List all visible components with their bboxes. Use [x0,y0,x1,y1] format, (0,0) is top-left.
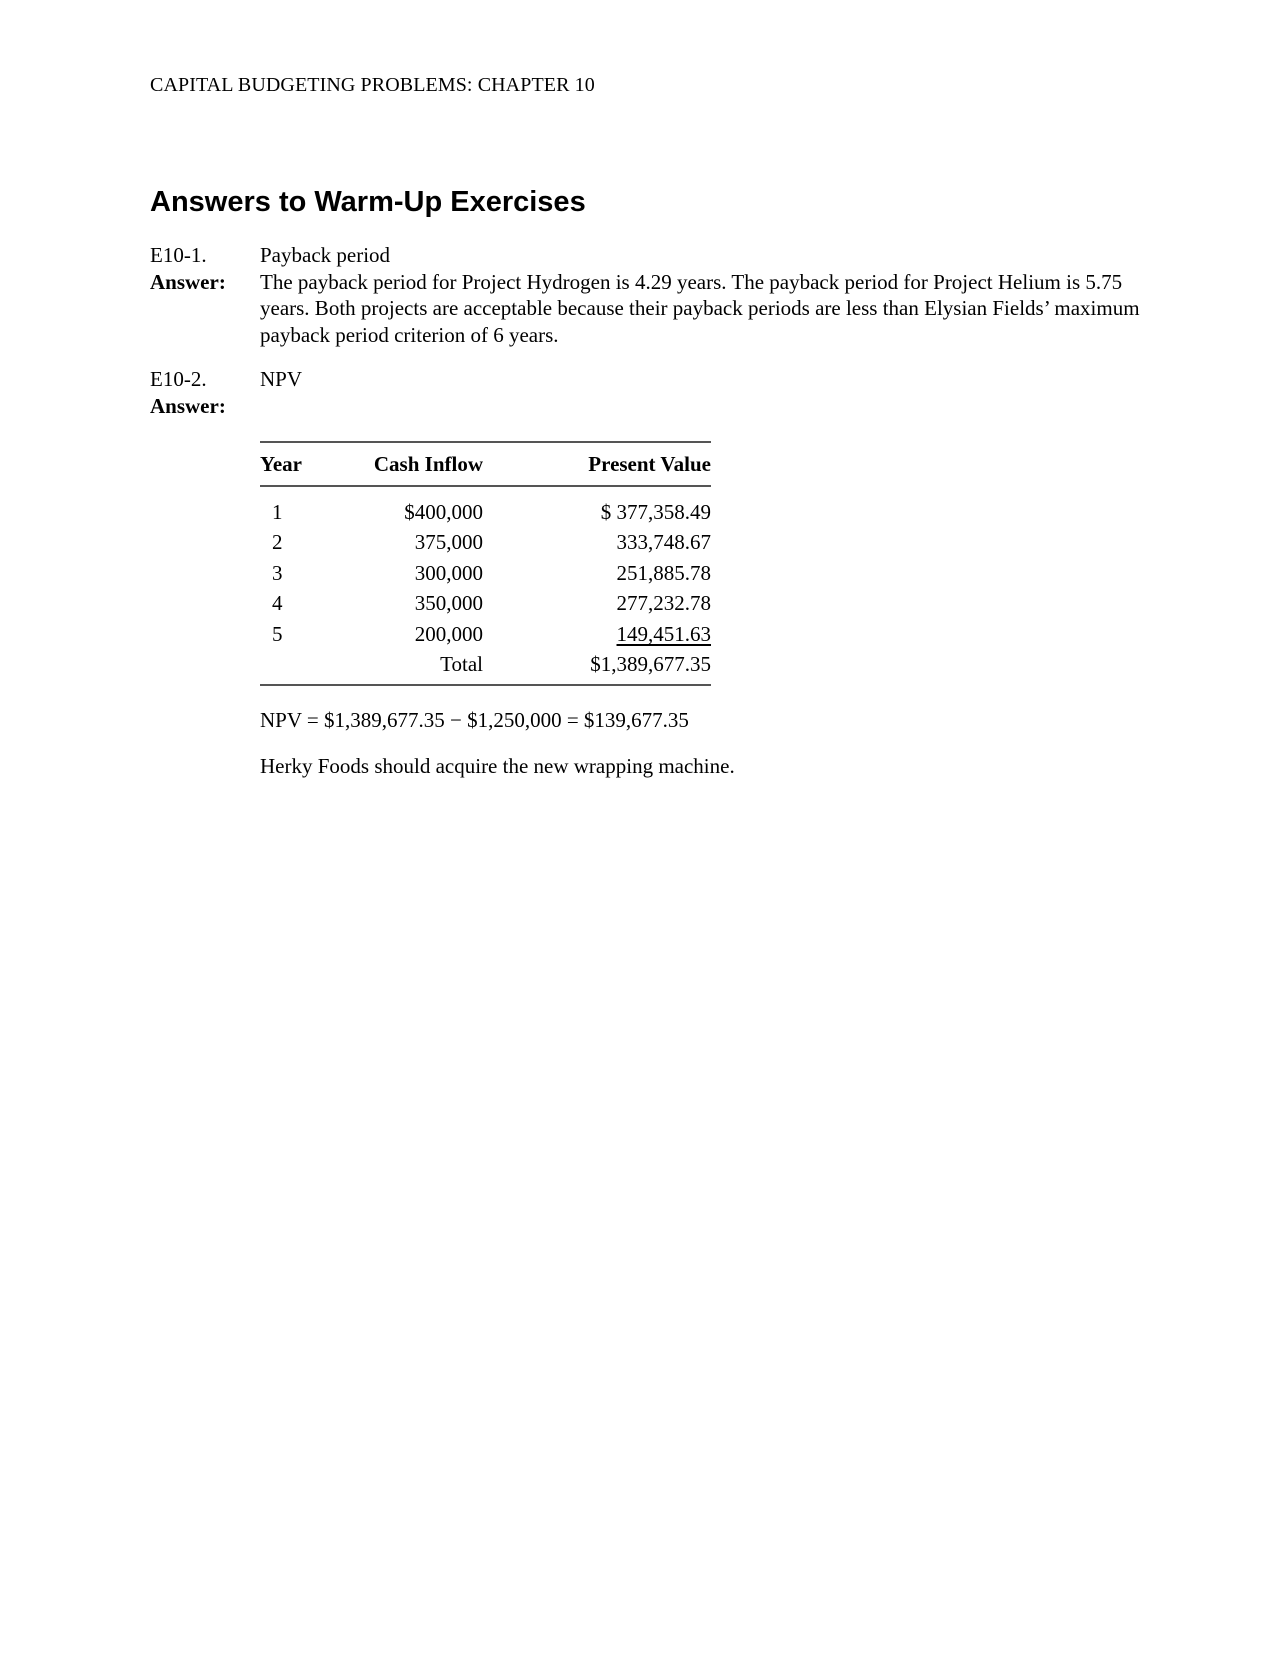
cell-present-value: $ 377,358.49 [600,499,711,524]
conclusion-text: Herky Foods should acquire the new wrapping machine. [260,754,735,778]
exercise-topic: NPV [260,367,303,391]
npv-table [260,441,711,686]
cell-year: 4 [272,591,283,616]
cell-present-value: 251,885.78 [616,560,711,585]
header-cash-inflow: Cash Inflow [358,442,483,486]
underlined-value: 149,451.63 [616,621,711,646]
cell-year: 5 [272,621,283,646]
section-title: Answers to Warm-Up Exercises [150,186,586,218]
cell-cash-inflow: 350,000 [414,591,483,616]
total-label: Total [358,650,483,686]
table-row [260,589,711,620]
cell-present-value: 333,748.67 [616,530,711,555]
header-present-value: Present Value [483,442,711,486]
cell-present-value: 277,232.78 [616,591,711,616]
total-value: $1,389,677.35 [483,650,711,686]
cell-empty [260,650,358,686]
cell-year: 2 [272,530,283,555]
exercise-e10-1 [150,242,1140,348]
table-header-row [260,442,711,486]
header-year: Year [260,442,358,486]
exercise-e10-2 [150,366,1140,419]
cell-cash-inflow: 300,000 [414,560,483,585]
npv-formula: NPV = $1,389,677.35 − $1,250,000 = $139,677.35 [260,708,689,732]
table-total-row [260,650,711,686]
exercise-id: E10-1. [150,243,207,267]
table-row [260,558,711,589]
cell-cash-inflow: 375,000 [414,530,483,555]
answer-label: Answer: [150,269,226,294]
table-row [260,528,711,559]
cell-present-value [483,619,711,650]
cell-year: 3 [272,560,283,585]
cell-cash-inflow: 200,000 [414,621,483,646]
cell-year: 1 [272,499,283,524]
running-header: CAPITAL BUDGETING PROBLEMS: CHAPTER 10 [150,74,595,96]
exercise-id: E10-2. [150,367,207,391]
table-row [260,619,711,650]
exercise-topic: Payback period [260,243,391,267]
answer-label: Answer: [150,393,226,418]
cell-cash-inflow: $400,000 [404,499,483,524]
answer-text: The payback period for Project Hydrogen is 4.29 years. The payback period for Project Helium is 5.75 years. Both projects are acceptable because their payback periods are less than Elysian Fields’ maximum payback period criterion of 6 years. [260,269,1140,347]
table-row [260,486,711,528]
